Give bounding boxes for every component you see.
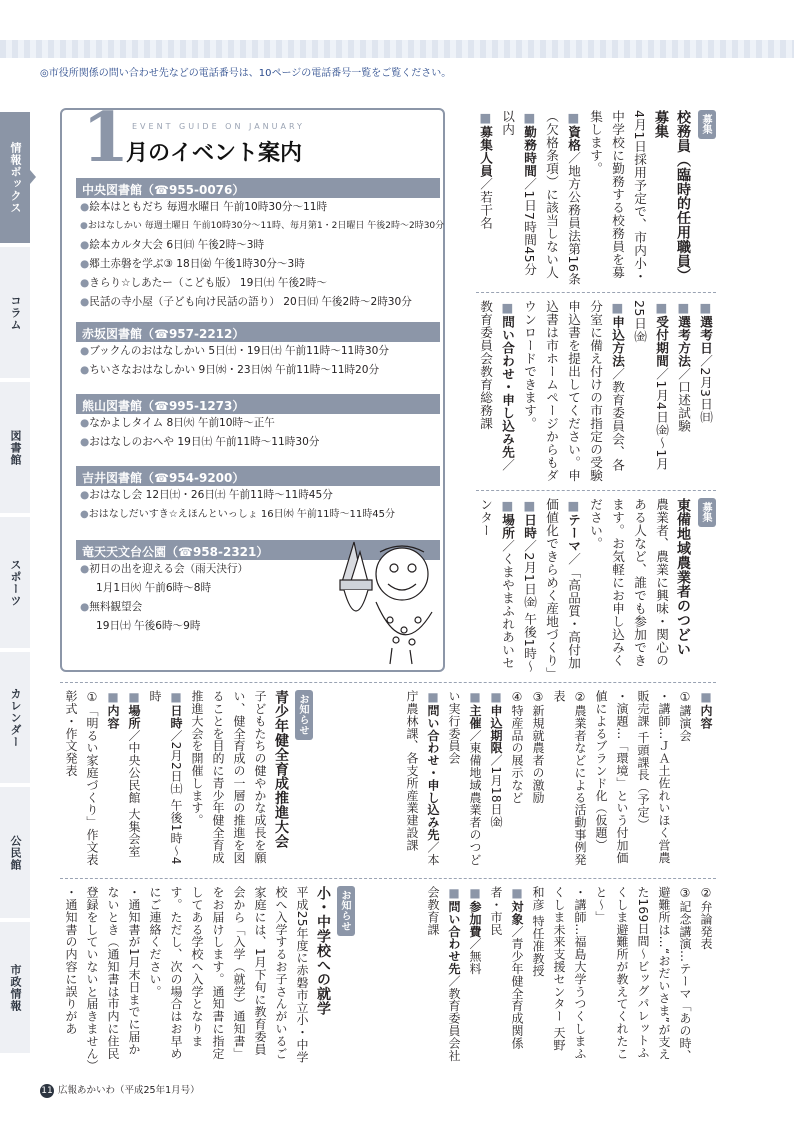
list-subitem: 1月1日㈫ 午前6時～8時 (96, 582, 212, 594)
list-item: ●民話の寺小屋（子ども向け民話の語り） 20日㈰ 午後2時～2時30分 (80, 296, 412, 308)
farmers-tag: 募集 (698, 498, 716, 527)
tab-info-box[interactable]: 情報ボックス (0, 112, 30, 245)
page-number: 11 (41, 1086, 53, 1096)
farmers-details: ■内容 ①講演会 ・講師…ＪＡ土佐れいほく営農販売課 千頭課長（予定） ・演題…「環境」という付加価値によるブランド化（仮題） ②農業者などによる活動事例発表 ③新規就農者の激励 ④特産品の展示など ■申込期限／1月18日㈮ ■主催／東備地域農業者のつどい実行委員会 ■問い合わせ・申し込み先／本庁農林課、各支所産業建設課 (405, 690, 713, 866)
library-name: 熊山図書館（☎995-1273） (76, 394, 440, 414)
divider (60, 682, 716, 683)
library-name: 中央図書館（☎955-0076） (76, 178, 440, 198)
event-month-number: 1 (82, 98, 130, 178)
school-tag: お知らせ (337, 886, 355, 936)
list-item: ●おはなしだいすき☆えほんといっしょ 16日㈬ 午前11時～11時45分 (80, 509, 395, 520)
tab-city-info[interactable]: 市政情報 (0, 922, 30, 1055)
event-guide-title: 月のイベント案内 (126, 141, 303, 166)
header-band (0, 40, 794, 58)
list-item: ●なかよしタイム 8日㈫ 午前10時～正午 (80, 417, 275, 429)
youth-section: お知らせ 青少年健全育成推進大会 子どもたちの健やかな成長を願い、健全育成の一層の推進を図ることを目的に青少年健全育成推進大会を開催します。 ■日時／2月2日㈯ 午後1時～4時 ■場所／中央公民館 大集会室 ■内容 ①「明るい家庭づくり」作文表彰式・作文発表 (60, 690, 313, 872)
library-central (76, 178, 445, 312)
publication-title: 広報あかいわ（平成25年1月号） (58, 1085, 200, 1096)
recruit-tag: 募集 (698, 110, 716, 139)
list-subitem: 19日㈯ 午後6時～9時 (96, 620, 201, 632)
tab-library[interactable]: 図書館 (0, 382, 30, 515)
youth-title: 青少年健全育成推進大会 (273, 690, 289, 849)
library-name: 赤坂図書館（☎957-2212） (76, 322, 440, 342)
list-item: ●初日の出を迎える会（雨天決行） (80, 563, 249, 575)
list-item: ●絵本カルタ大会 6日㈰ 午後2時～3時 (80, 239, 265, 251)
list-item: ●無料観望会 (80, 601, 143, 613)
school-section: お知らせ 小・中学校への就学 平成25年度に赤磐市立小・中学校へ入学するお子さんがいるご家庭には、1月下旬に教育委員会から「入学（就学）通知書」をお届けします。通知書に指定してある学校へ入学となります。ただし、次の場合はお早めにご連絡ください。 ・通知書が1月末日までに届かないとき（通知書は市内に住民登録をしていないと届きません） ・通知書の内容に誤りがあ (60, 886, 355, 1066)
youth-body: 子どもたちの健やかな成長を願い、健全育成の一層の推進を図ることを目的に青少年健全育成推進大会を開催します。 (190, 690, 267, 864)
youth-tag: お知らせ (295, 690, 313, 740)
list-item: ●おはなし会 12日㈯・26日㈯ 午前11時～11時45分 (80, 489, 333, 501)
tab-calendar[interactable]: カレンダー (0, 652, 30, 785)
list-item: ●郷土赤磐を学ぶ③ 18日㈮ 午後1時30分～3時 (80, 258, 305, 270)
library-name: 吉井図書館（☎954-9200） (76, 466, 440, 486)
list-item: ●おはなしかい 毎週土曜日 午前10時30分～11時、毎月第1・2日曜日 午後2時～2時30分 (80, 221, 445, 231)
library-akasaka (76, 322, 440, 380)
event-guide-box (60, 98, 445, 672)
phone-notice: ◎市役所関係の問い合わせ先などの電話番号は、10ページの電話番号一覧をご覧ください。 (40, 68, 452, 79)
list-item: ●ちいさなおはなしかい 9日㈬・23日㈬ 午前11時～11時20分 (80, 364, 380, 376)
lion-dance-illustration (332, 522, 442, 672)
tab-sports[interactable]: スポーツ (0, 517, 30, 650)
recruit-body: 4月1日採用予定で、市内小・中学校に勤務する校務員を募集します。 (588, 110, 647, 283)
farmers-title: 東備地域農業者のつどい (675, 498, 691, 657)
event-guide-subtitle: EVENT GUIDE ON JANUARY (132, 122, 305, 131)
divider (60, 878, 716, 879)
divider (476, 292, 716, 293)
youth-details: ②弁論発表 ③記念講演…テーマ「あの時、避難所は…“おだいさま”が支えた169日間～ビッグパレットふくしま避難所が教えてくれたこと～」 ・講師…福島大学うつくしまふくしま未来支援センター 天野 和彦 特任准教授 ■対象／青少年健全育成関係者・市民 ■参加費／無料 ■問い合わせ先／教育委員会社会教育課 (426, 886, 713, 1062)
farmers-section: 募集 東備地域農業者のつどい 農業者、農業に興味・関心のある人など、誰でも参加できます。お気軽にお申し込みください。 ■テーマ／「高品質・高付加価値化できらめく産地づくり」 ■日時／2月1日㈮ 午後1時～ ■場所／くまやまふれあいセンター (474, 498, 716, 674)
tab-column[interactable]: コラム (0, 247, 30, 380)
library-kumayama (76, 394, 440, 452)
page-footer (40, 1082, 200, 1098)
selection-section: ■選考日／2月3日㈰ ■選考方法／口述試験 ■受付期間／1月4日㈮～1月25日㈮ ■申込方法／教育委員会、各分室に備え付けの市指定の受験申込書を提出してください。申込書は市ホームページからもダウンロードできます。 ■問い合わせ・申し込み先／教育委員会教育総務課 (478, 300, 713, 482)
list-item: ●きらり☆しあたー（こども版） 19日㈯ 午後2時～ (80, 277, 327, 289)
school-title: 小・中学校への就学 (315, 886, 331, 1016)
list-item: ●おはなしのおへや 19日㈯ 午前11時～11時30分 (80, 436, 320, 448)
recruit-section: 募集 校務員（臨時的任用職員）募集 4月1日採用予定で、市内小・中学校に勤務する校務員を募集します。 ■資格／地方公務員法第16条（欠格条項）に該当しない人 ■勤務時間／1日7時間45分以内 ■募集人員／若干名 (474, 110, 716, 286)
list-item: ●ブックんのおはなしかい 5日㈯・19日㈯ 午前11時～11時30分 (80, 345, 389, 357)
list-item: ●絵本はともだち 毎週水曜日 午前10時30分～11時 (80, 201, 328, 213)
library-yoshii (76, 466, 440, 524)
farmers-body: 農業者、農業に興味・関心のある人など、誰でも参加できます。お気軽にお申し込みください。 (588, 498, 669, 667)
divider (476, 490, 716, 491)
library-name: 竜天天文台公園（☎958-2321） (76, 540, 440, 560)
recruit-title: 校務員（臨時的任用職員）募集 (653, 110, 691, 283)
tab-community-center[interactable]: 公民館 (0, 787, 30, 920)
school-body: 平成25年度に赤磐市立小・中学校へ入学するお子さんがいるご家庭には、1月下旬に教育委員会から「入学（就学）通知書」をお届けします。通知書に指定してある学校へ入学となります。ただし、次の場合はお早めにご連絡ください。 (148, 886, 309, 1064)
